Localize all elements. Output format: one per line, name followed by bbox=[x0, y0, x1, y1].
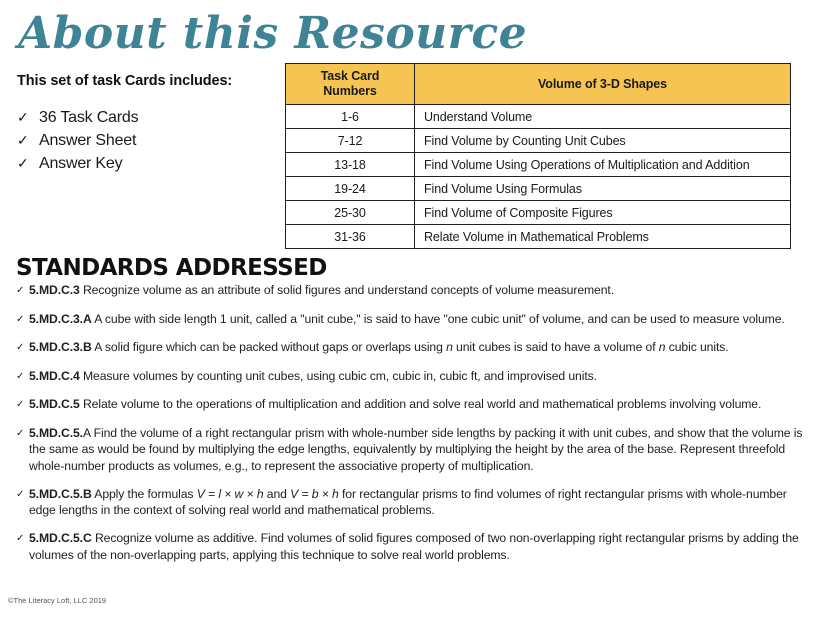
standard-code: 5.MD.C.3 bbox=[29, 311, 80, 326]
standard-item bbox=[16, 339, 806, 356]
table-row bbox=[286, 177, 791, 201]
standard-code-suffix: .A bbox=[79, 311, 92, 326]
standard-text bbox=[29, 486, 806, 519]
column-header-numbers-line2: Numbers bbox=[323, 84, 377, 98]
standard-description-post: cubic units. bbox=[665, 340, 729, 354]
standard-text bbox=[29, 311, 806, 328]
cell-description: Find Volume Using Formulas bbox=[415, 177, 791, 201]
cell-numbers: 19-24 bbox=[286, 177, 415, 201]
column-header-numbers bbox=[286, 64, 415, 105]
check-icon: ✓ bbox=[17, 109, 29, 125]
table-row bbox=[286, 153, 791, 177]
copyright-footer: ©The Literacy Loft, LLC 2019 bbox=[8, 596, 107, 605]
check-icon: ✓ bbox=[16, 313, 25, 325]
table-row bbox=[286, 225, 791, 249]
standard-code: 5.MD.C.5 bbox=[29, 397, 80, 411]
standard-text bbox=[29, 368, 806, 385]
standard-item bbox=[16, 396, 806, 413]
check-icon: ✓ bbox=[17, 132, 29, 148]
standard-description: Recognize volume as an attribute of solid figures and understand concepts of volume measurement. bbox=[79, 283, 614, 297]
list-item-label: Answer Sheet bbox=[39, 132, 137, 149]
table-header-row bbox=[286, 64, 791, 105]
cell-numbers: 1-6 bbox=[286, 105, 415, 129]
standard-code: 5.MD.C.5.B bbox=[29, 486, 92, 501]
standard-code: 5.MD.C.5. bbox=[29, 425, 83, 440]
standard-description-post: for rectangular prisms to find volumes of right rectangular prisms with whole-number edge lengths in the context of solving real world and mathematical problems. bbox=[29, 486, 787, 517]
standard-item bbox=[16, 368, 806, 385]
standard-code: 5.MD.C.4 bbox=[29, 368, 80, 383]
standard-description: Recognize volume as additive. Find volumes of solid figures composed of two non-overlapping right rectangular prisms by adding the volumes of the non-overlapping parts, applying this technique to solve real world problems. bbox=[29, 531, 799, 562]
standard-description-mid: unit cubes is said to have a volume of bbox=[452, 340, 659, 354]
standard-formula: V = l × w × h bbox=[196, 486, 264, 501]
cell-description: Understand Volume bbox=[415, 105, 791, 129]
table-row bbox=[286, 201, 791, 225]
standard-code-suffix: .B bbox=[79, 340, 92, 354]
check-icon: ✓ bbox=[16, 427, 25, 439]
table-row bbox=[286, 129, 791, 153]
check-icon: ✓ bbox=[16, 370, 25, 382]
standards-heading: STANDARDS ADDRESSED bbox=[16, 255, 327, 281]
standard-text bbox=[29, 396, 806, 413]
check-icon: ✓ bbox=[16, 399, 25, 410]
check-icon: ✓ bbox=[16, 533, 25, 544]
table-row bbox=[286, 105, 791, 129]
standard-item bbox=[16, 311, 806, 328]
standard-description: Measure volumes by counting unit cubes, using cubic cm, cubic in, cubic ft, and improvised units. bbox=[79, 368, 597, 383]
standard-text bbox=[29, 425, 806, 475]
standard-item bbox=[16, 530, 806, 563]
standard-variable: n bbox=[446, 340, 453, 354]
standard-formula: V = b × h bbox=[290, 486, 339, 501]
list-item-label: 36 Task Cards bbox=[39, 109, 139, 126]
standard-variable: n bbox=[658, 340, 666, 354]
cell-description: Find Volume Using Operations of Multiplication and Addition bbox=[415, 153, 791, 177]
check-icon: ✓ bbox=[17, 155, 29, 171]
standard-description: A cube with side length 1 unit, called a "unit cube," is said to have "one cubic unit" of volume, and can be used to measure volume. bbox=[91, 311, 785, 326]
standard-text bbox=[29, 282, 806, 299]
column-header-numbers-line1: Task Card bbox=[320, 69, 380, 83]
standard-description: Relate volume to the operations of multiplication and addition and solve real world and mathematical problems involving volume. bbox=[79, 397, 762, 411]
cell-numbers: 7-12 bbox=[286, 129, 415, 153]
list-item bbox=[17, 129, 267, 152]
cell-numbers: 13-18 bbox=[286, 153, 415, 177]
includes-heading: This set of task Cards includes: bbox=[17, 73, 233, 89]
list-item bbox=[17, 152, 267, 175]
standard-description-mid: and bbox=[263, 486, 291, 501]
standard-description-pre: Apply the formulas bbox=[91, 486, 197, 501]
list-item bbox=[17, 106, 267, 129]
standard-item bbox=[16, 425, 806, 475]
task-card-table bbox=[285, 63, 791, 249]
standard-code-suffix: A bbox=[82, 425, 91, 440]
standard-text bbox=[29, 339, 806, 356]
includes-list bbox=[17, 106, 267, 175]
check-icon: ✓ bbox=[16, 342, 25, 353]
cell-numbers: 25-30 bbox=[286, 201, 415, 225]
standard-description: Find the volume of a right rectangular prism with whole-number side lengths by packing it with unit cubes, and show that the volume is the same as would be found by multiplying the edge lengths, equivalently by multiplying the height by the area of the base. Represent threefold whole-number products as volumes, e.g., to represent the associative property of multiplication. bbox=[29, 425, 803, 473]
standard-item bbox=[16, 282, 806, 299]
list-item-label: Answer Key bbox=[39, 155, 123, 172]
cell-numbers: 31-36 bbox=[286, 225, 415, 249]
cell-description: Find Volume of Composite Figures bbox=[415, 201, 791, 225]
standard-description-pre: A solid figure which can be packed without gaps or overlaps using bbox=[91, 340, 447, 354]
check-icon: ✓ bbox=[16, 488, 25, 500]
page-title: About this Resource bbox=[18, 8, 528, 59]
standard-item bbox=[16, 486, 806, 519]
column-header-topic: Volume of 3-D Shapes bbox=[415, 64, 791, 105]
cell-description: Find Volume by Counting Unit Cubes bbox=[415, 129, 791, 153]
standard-code: 5.MD.C.3 bbox=[29, 283, 80, 297]
standard-code: 5.MD.C.5.C bbox=[29, 531, 92, 545]
standard-text bbox=[29, 530, 806, 563]
standards-list bbox=[16, 282, 806, 575]
check-icon: ✓ bbox=[16, 285, 25, 296]
cell-description: Relate Volume in Mathematical Problems bbox=[415, 225, 791, 249]
standard-code: 5.MD.C.3 bbox=[29, 340, 80, 354]
